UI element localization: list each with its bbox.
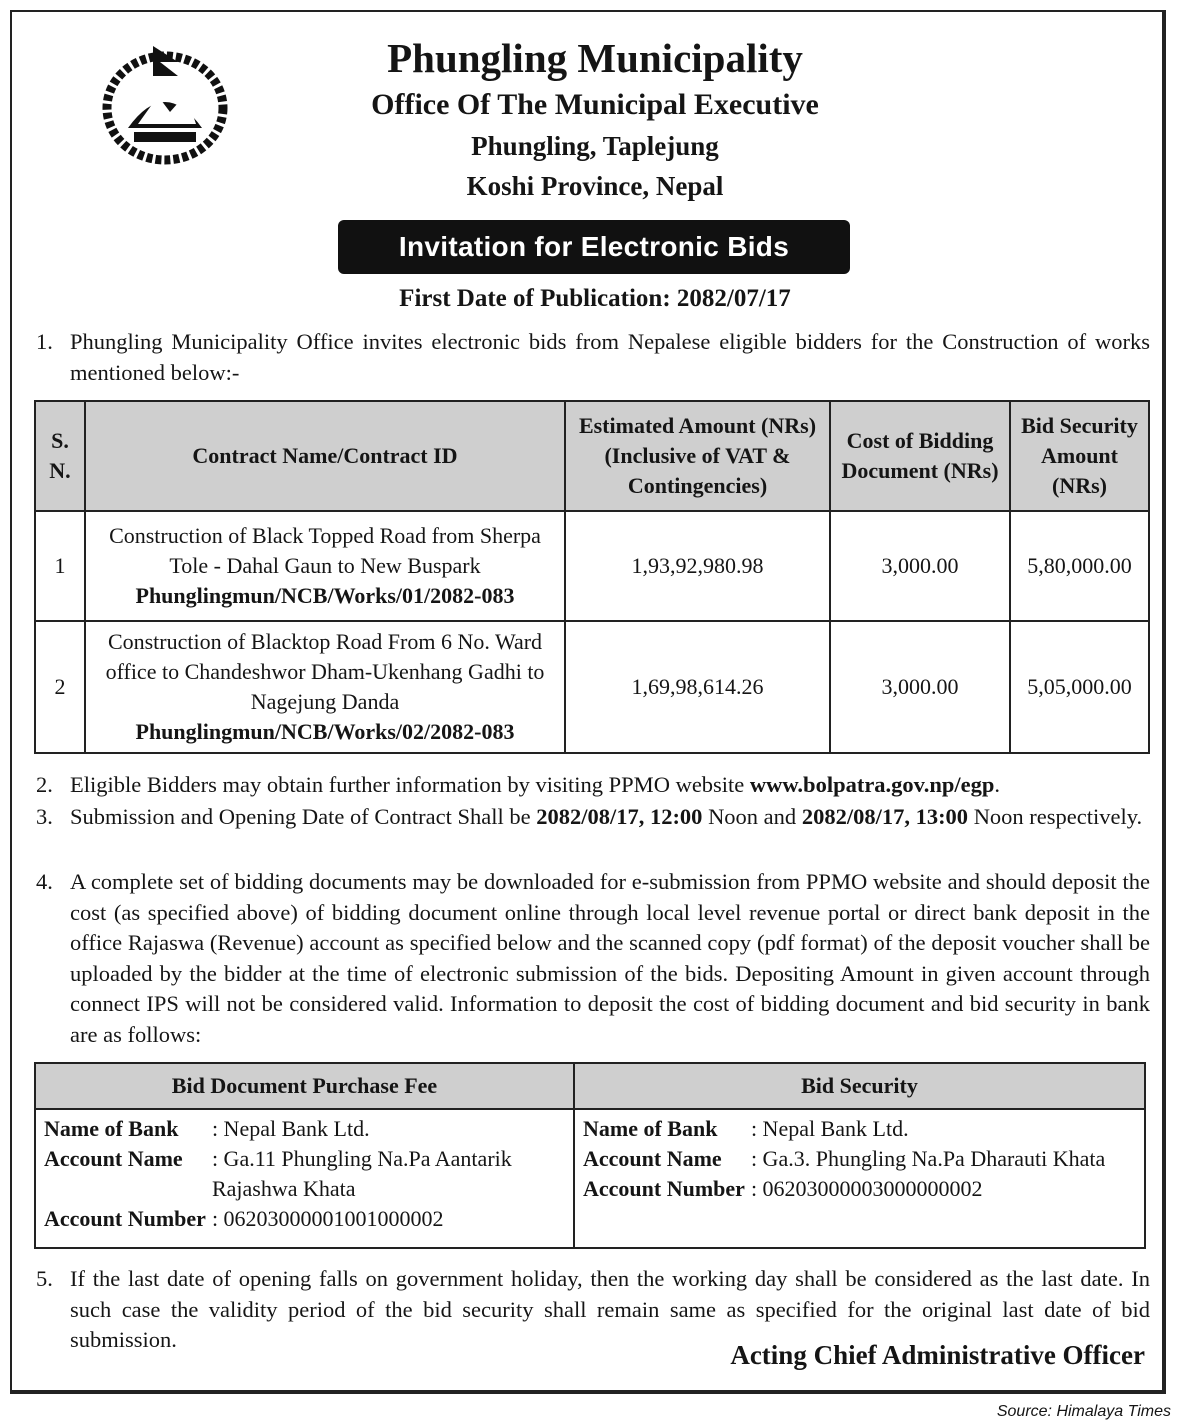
label: Account Number — [44, 1206, 206, 1231]
bank-name: : Nepal Bank Ltd. — [211, 1116, 370, 1141]
contract-id: Phunglingmun/NCB/Works/02/2082-083 — [135, 719, 515, 744]
paragraph-text — [70, 802, 1150, 833]
office-name: Office Of The Municipal Executive — [371, 88, 819, 121]
header-bid-security: Bid Security — [574, 1063, 1145, 1109]
paragraph-number: 1. — [36, 329, 53, 354]
paragraph-text: Phungling Municipality Office invites electronic bids from Nepalese eligible bidders for the Construction of works mentioned below:- — [70, 329, 1150, 385]
paragraph-number: 4. — [36, 869, 53, 894]
paragraph-text — [70, 770, 1150, 801]
paragraph-4 — [36, 867, 1150, 1050]
signatory-title: Acting Chief Administrative Officer — [730, 1340, 1145, 1370]
bank-details-table — [34, 1062, 1146, 1249]
cell-sn: 1 — [35, 511, 85, 621]
paragraph-text-part: . — [994, 772, 1000, 797]
paragraph-number: 3. — [36, 804, 53, 829]
paragraph-3 — [36, 802, 1150, 833]
paragraph-1 — [36, 327, 1150, 388]
header-estimate: Estimated Amount (NRs) (Inclusive of VAT & Contingencies) — [565, 401, 830, 511]
municipality-title: Phungling Municipality — [387, 35, 803, 81]
account-name: : Ga.11 Phungling Na.Pa Aantarik Rajashwa Khata — [211, 1146, 512, 1201]
label: Name of Bank — [44, 1116, 179, 1141]
label: Name of Bank — [583, 1116, 718, 1141]
cell-sn: 2 — [35, 621, 85, 753]
bank-header-row — [35, 1063, 1145, 1109]
header-doc-cost: Cost of Bidding Document (NRs) — [830, 401, 1010, 511]
account-number: : 06203000001001000002 — [211, 1206, 444, 1231]
fee-account-details — [35, 1109, 574, 1248]
notice-title-banner: Invitation for Electronic Bids — [338, 220, 850, 274]
source-credit: Source: Himalaya Times — [996, 1403, 1171, 1420]
contract-name: Construction of Black Topped Road from Sherpa Tole - Dahal Gaun to New Buspark — [109, 523, 541, 578]
cell-contract — [85, 621, 565, 753]
paragraph-number: 5. — [36, 1266, 53, 1291]
nepal-emblem-logo — [98, 36, 233, 166]
paragraph-text: If the last date of opening falls on government holiday, then the working day shall be considered as the last date. In such case the validity period of the bid security shall remain same as specified for the original last date of bid submission. — [70, 1266, 1150, 1352]
table-header-row — [35, 401, 1149, 511]
paragraph-text-part: Noon respectively. — [968, 804, 1143, 829]
paragraph-text-part: Eligible Bidders may obtain further information by visiting PPMO website — [70, 772, 750, 797]
bank-details-row — [35, 1109, 1145, 1248]
ppmo-website-link[interactable]: www.bolpatra.gov.np/egp — [749, 772, 995, 797]
label: Account Name — [44, 1146, 183, 1171]
office-province: Koshi Province, Nepal — [466, 171, 724, 201]
cell-estimate: 1,69,98,614.26 — [565, 621, 830, 753]
table-row — [35, 621, 1149, 753]
submission-date: 2082/08/17, 12:00 — [536, 804, 703, 829]
opening-date: 2082/08/17, 13:00 — [801, 804, 969, 829]
paragraph-number: 2. — [36, 772, 53, 797]
contract-name: Construction of Blacktop Road From 6 No. Ward office to Chandeshwor Dham-Ukenhang Gadhi to Nagejung Danda — [105, 629, 545, 714]
header-contract: Contract Name/Contract ID — [85, 401, 565, 511]
cell-contract — [85, 511, 565, 621]
header-purchase-fee: Bid Document Purchase Fee — [35, 1063, 574, 1109]
paragraph-text-part: Noon and — [702, 804, 802, 829]
paragraph-2 — [36, 770, 1150, 801]
header-sn: S. N. — [35, 401, 85, 511]
office-location: Phungling, Taplejung — [471, 131, 719, 161]
publication-date: First Date of Publication: 2082/07/17 — [399, 285, 791, 312]
paragraph-text-part: Submission and Opening Date of Contract Shall be — [70, 804, 537, 829]
cell-security: 5,80,000.00 — [1010, 511, 1149, 621]
table-row — [35, 511, 1149, 621]
account-name: : Ga.3. Phungling Na.Pa Dharauti Khata — [750, 1146, 1106, 1171]
contracts-table — [34, 400, 1150, 754]
cell-security: 5,05,000.00 — [1010, 621, 1149, 753]
paragraph-text: A complete set of bidding documents may be downloaded for e-submission from PPMO website and should deposit the cost (as specified above) of bidding document online through local level revenue portal or direct bank deposit in the office Rajaswa (Revenue) account as specified below and the scanned copy (pdf format) of the deposit voucher shall be uploaded by the bidder at the time of electronic submission of the bids. Depositing Amount in given account through connect IPS will not be considered valid. Information to deposit the cost of bidding document and bid security in bank are as follows: — [70, 869, 1150, 1047]
cell-doc-cost: 3,000.00 — [830, 511, 1010, 621]
label: Account Name — [583, 1146, 722, 1171]
label: Account Number — [583, 1176, 745, 1201]
cell-estimate: 1,93,92,980.98 — [565, 511, 830, 621]
contract-id: Phunglingmun/NCB/Works/01/2082-083 — [135, 583, 515, 608]
bank-name: : Nepal Bank Ltd. — [750, 1116, 909, 1141]
cell-doc-cost: 3,000.00 — [830, 621, 1010, 753]
security-account-details — [574, 1109, 1145, 1248]
account-number: : 06203000003000000002 — [750, 1176, 983, 1201]
header-security: Bid Security Amount (NRs) — [1010, 401, 1149, 511]
